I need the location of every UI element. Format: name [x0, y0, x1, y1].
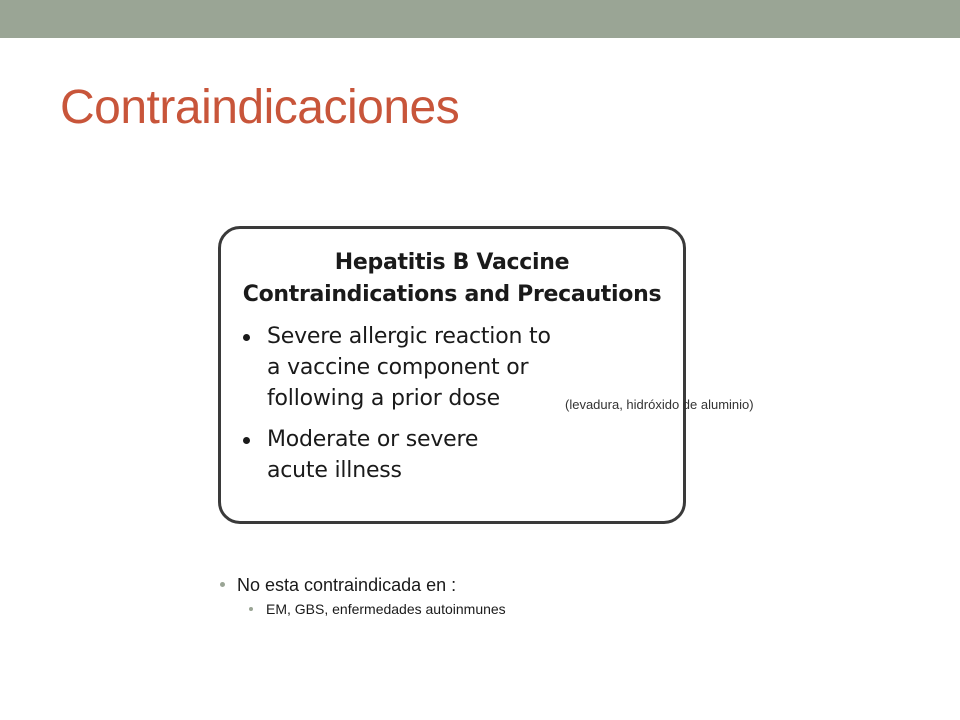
list-item-line: a vaccine component or [267, 355, 529, 380]
bullet-dot-icon [249, 607, 253, 611]
list-item-line: Severe allergic reaction to [267, 324, 551, 349]
slide-title: Contraindicaciones [60, 81, 460, 134]
slide-bullets [220, 572, 506, 620]
bullet-level-1-text: No esta contraindicada en : [237, 575, 457, 595]
bullet-level-1 [220, 572, 506, 598]
bullet-dot-icon [243, 437, 250, 444]
allergen-annotation: (levadura, hidróxido de aluminio) [565, 397, 754, 412]
box-title-line-2: Contraindications and Precautions [242, 282, 662, 307]
list-item-line: following a prior dose [267, 386, 501, 411]
list-item [267, 424, 683, 486]
bullet-level-2 [220, 598, 506, 620]
list-item-line: acute illness [267, 458, 402, 483]
box-title-line-1: Hepatitis B Vaccine [334, 250, 570, 275]
list-item-line: Moderate or severe [267, 427, 479, 452]
bullet-dot-icon [243, 334, 250, 341]
vaccine-info-box [218, 226, 686, 524]
top-accent-bar [0, 0, 960, 38]
box-title [221, 247, 683, 311]
bullet-level-2-text: EM, GBS, enfermedades autoinmunes [266, 601, 506, 617]
bullet-dot-icon [220, 582, 225, 587]
